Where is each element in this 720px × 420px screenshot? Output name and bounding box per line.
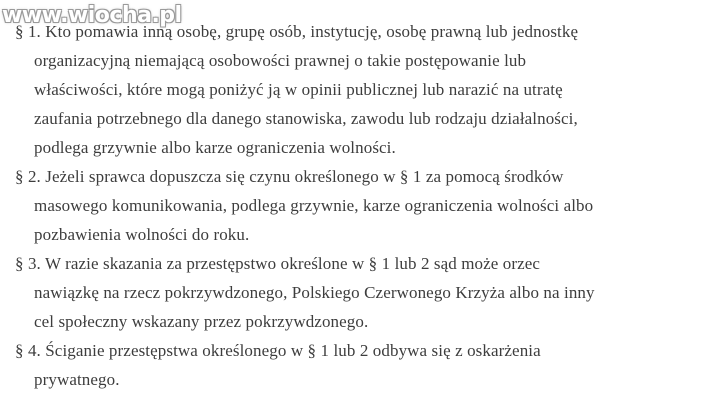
paragraph-1-line-2: organizacyjną niemającą osobowości prawnej o takie postępowanie lub: [34, 51, 527, 70]
paragraph-3-line-2: nawiązkę na rzecz pokrzywdzonego, Polskiego Czerwonego Krzyża albo na inny: [34, 283, 595, 302]
paragraph-4-line-1: § 4. Ściganie przestępstwa określonego w § 1 lub 2 odbywa się z oskarżenia: [15, 341, 541, 360]
paragraph-4-line-2: prywatnego.: [34, 370, 120, 389]
paragraph-2-line-1: § 2. Jeżeli sprawca dopuszcza się czynu określonego w § 1 za pomocą środków: [15, 167, 564, 186]
paragraph-3-line-3: cel społeczny wskazany przez pokrzywdzonego.: [34, 312, 369, 331]
site-watermark: www.wiocha.pl: [2, 3, 182, 28]
paragraph-1-line-5: podlega grzywnie albo karze ograniczenia wolności.: [34, 138, 396, 157]
paragraph-1-line-4: zaufania potrzebnego dla danego stanowiska, zawodu lub rodzaju działalności,: [34, 109, 578, 128]
paragraph-1-line-1: § 1. Kto pomawia inną osobę, grupę osób, instytucję, osobę prawną lub jednostkę: [15, 22, 579, 41]
paragraph-2-line-3: pozbawienia wolności do roku.: [34, 225, 250, 244]
paragraph-1-line-3: właściwości, które mogą poniżyć ją w opinii publicznej lub narazić na utratę: [34, 80, 563, 99]
paragraph-3-line-1: § 3. W razie skazania za przestępstwo określone w § 1 lub 2 sąd może orzec: [15, 254, 541, 273]
paragraph-2-line-2: masowego komunikowania, podlega grzywnie, karze ograniczenia wolności albo: [34, 196, 594, 215]
